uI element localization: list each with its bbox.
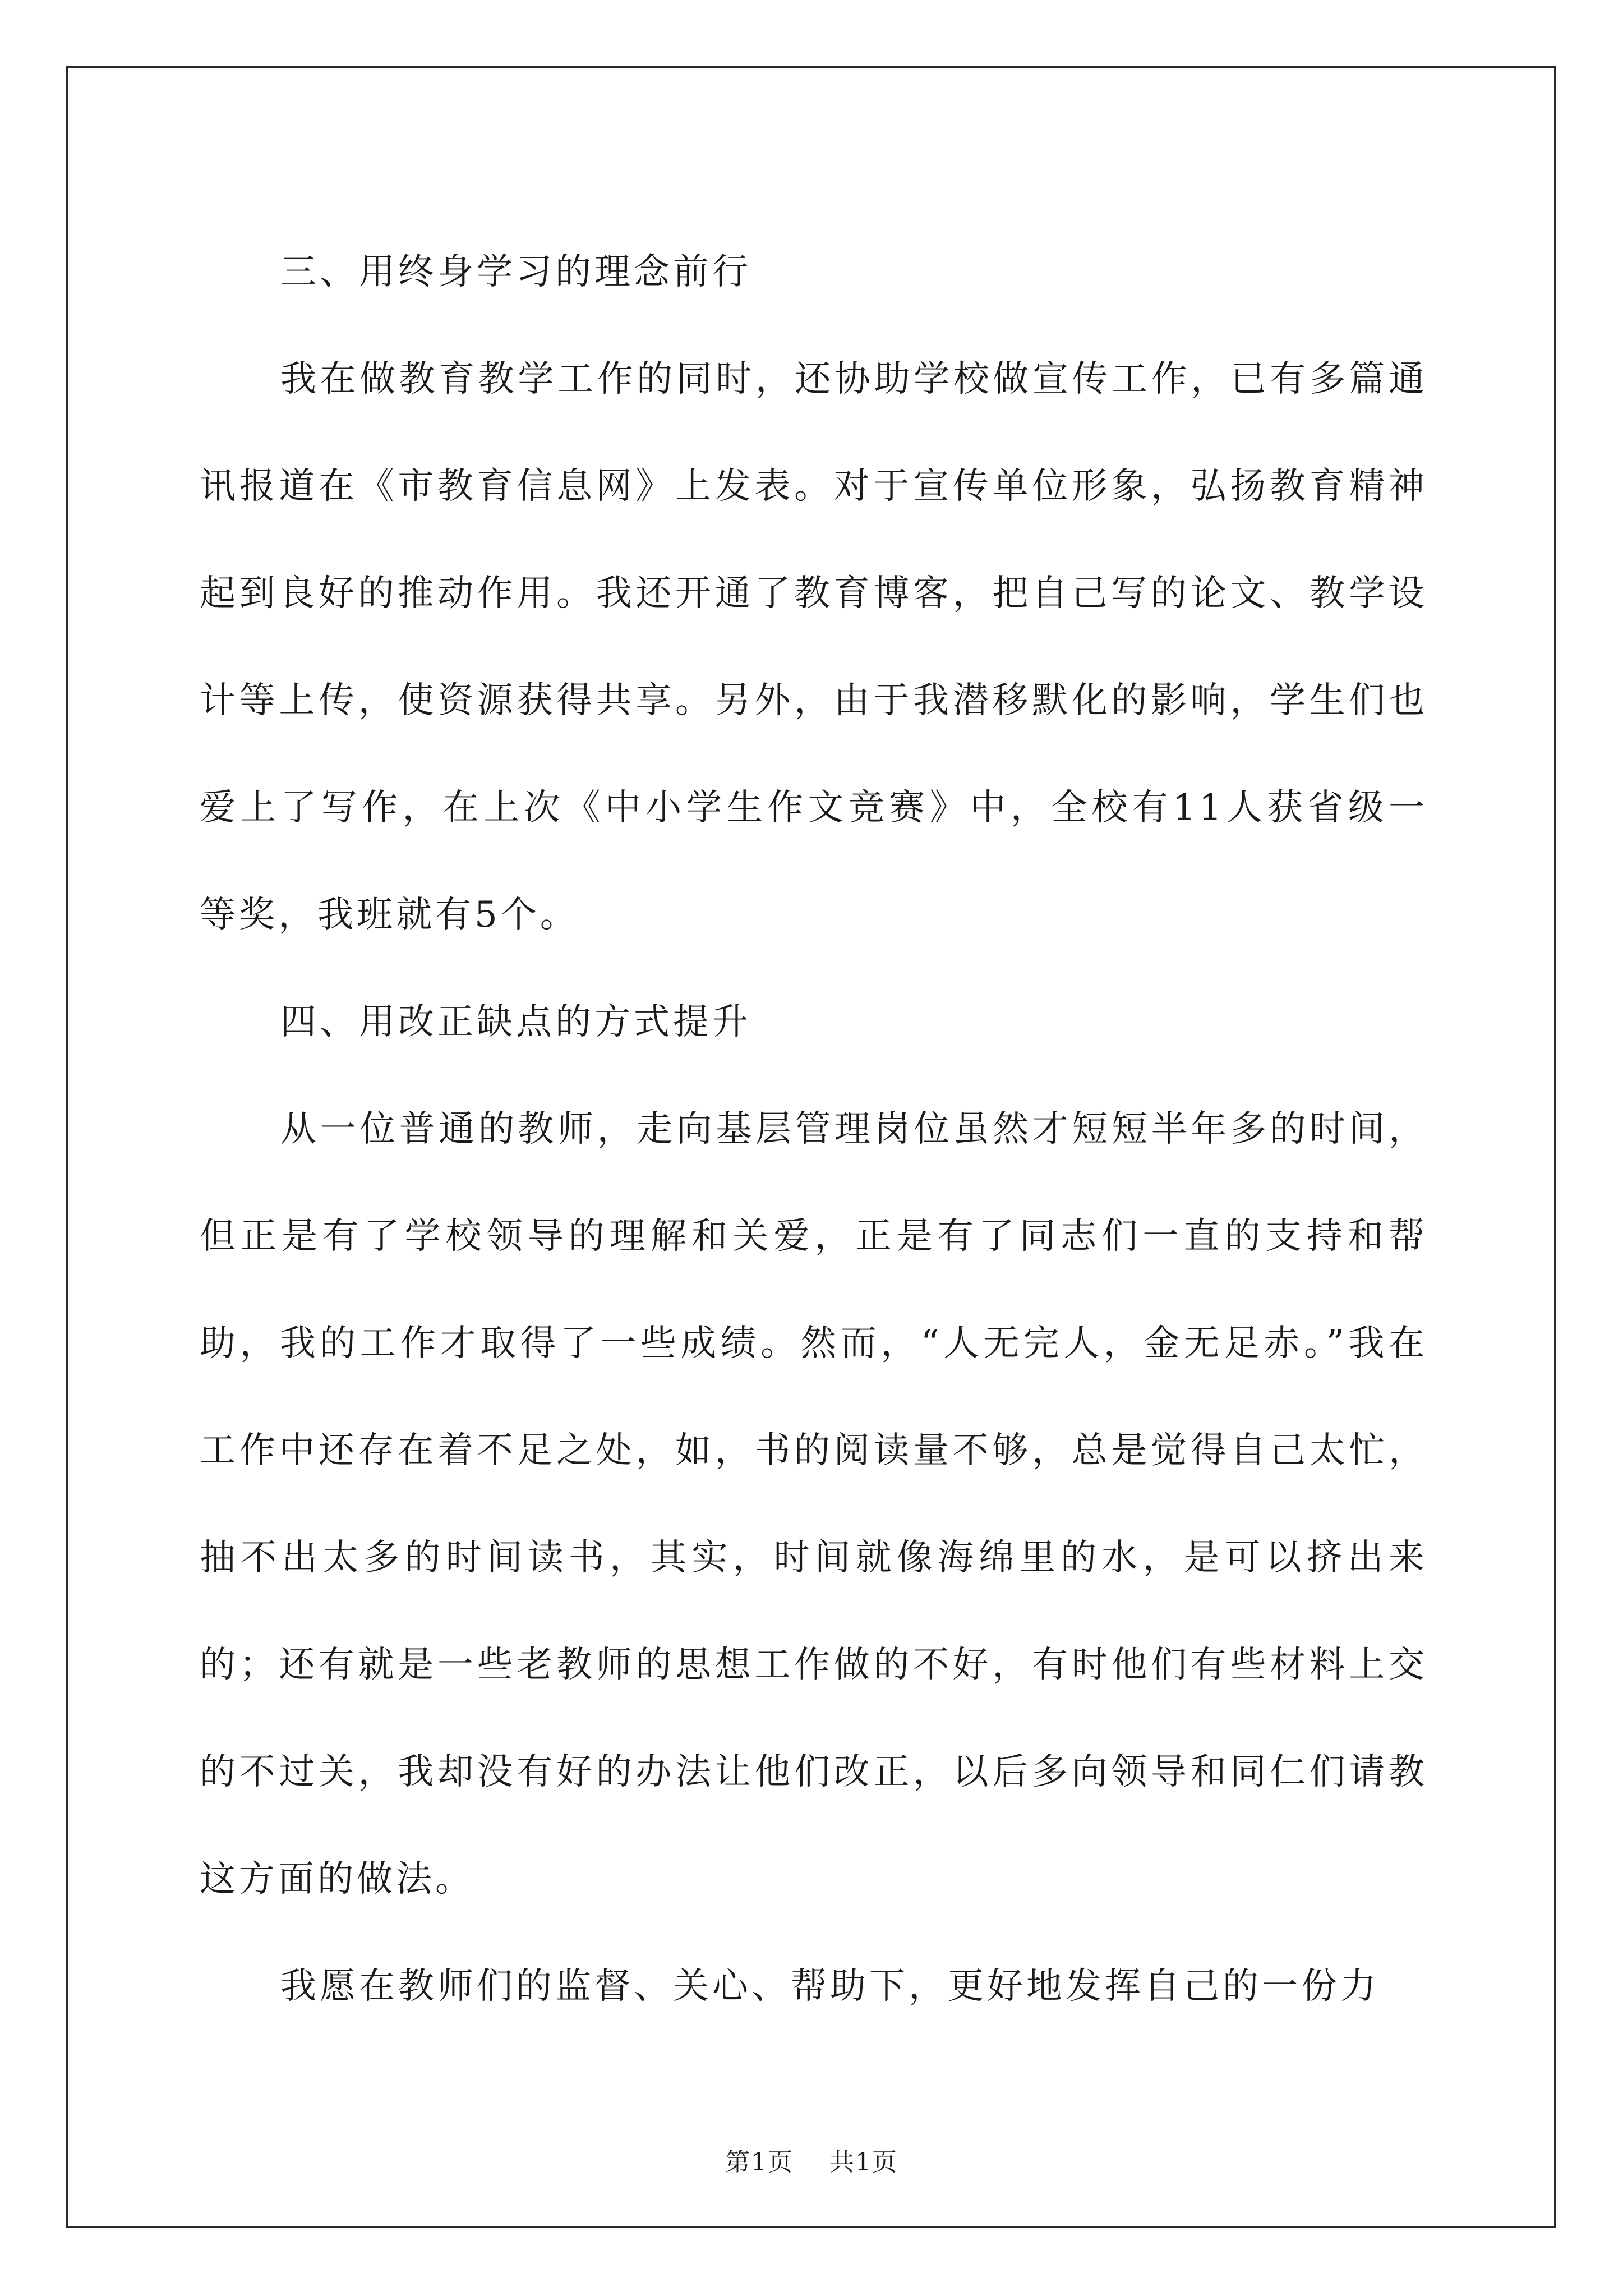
document-body xyxy=(200,219,1428,2040)
section-heading-3: 三、用终身学习的理念前行 xyxy=(280,251,751,293)
page-footer xyxy=(0,2142,1623,2178)
paragraph-improvement: 从一位普通的教师，走向基层管理岗位虽然才短短半年多的时间，但正是有了学校领导的理解和关爱，正是有了同志们一直的支持和帮助，我的工作才取得了一些成绩。然而，“人无完人，金无足赤。”我在工作中还存在着不足之处，如，书的阅读量不够，总是觉得自己太忙，抽不出太多的时间读书，其实，时间就像海绵里的水，是可以挤出来的；还有就是一些老教师的思想工作做的不好，有时他们有些材料上交的不过关，我却没有好的办法让他们改正，以后多向领导和同仁们请教这方面的做法。 xyxy=(200,1108,1428,1900)
page-number: 第1页 xyxy=(725,2148,794,2177)
paragraph-publicity: 我在做教育教学工作的同时，还协助学校做宣传工作，已有多篇通讯报道在《市教育信息网》上发表。对于宣传单位形象，弘扬教育精神起到良好的推动作用。我还开通了教育博客，把自己写的论文、教学设计等上传，使资源获得共享。另外，由于我潜移默化的影响，学生们也爱上了写作，在上次《中小学生作文竞赛》中，全校有11人获省级一等奖，我班就有5个。 xyxy=(200,358,1428,936)
section-heading-4: 四、用改正缺点的方式提升 xyxy=(280,1001,751,1043)
paragraph-closing: 我愿在教师们的监督、关心、帮助下，更好地发挥自己的一份力 xyxy=(280,1966,1380,2007)
page-total: 共1页 xyxy=(829,2148,898,2177)
